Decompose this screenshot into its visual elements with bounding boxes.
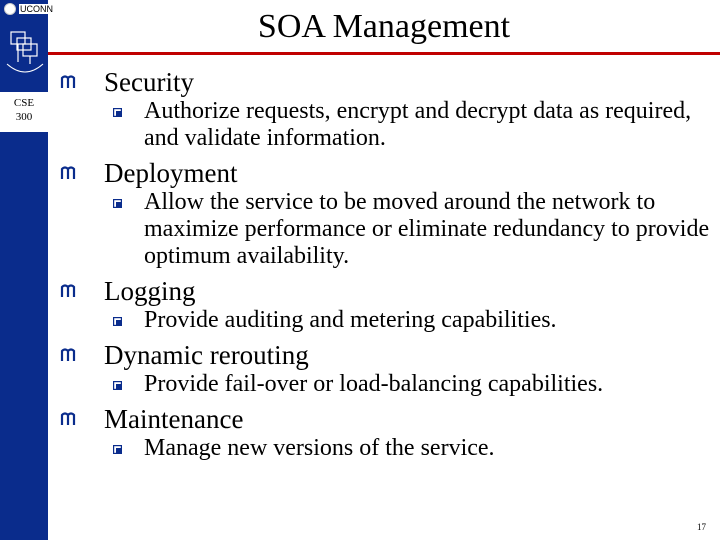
- item-detail: Provide auditing and metering capabilities.: [144, 307, 557, 333]
- list-item: [56, 275, 712, 307]
- bullet-m-icon: [60, 412, 76, 426]
- item-detail: Manage new versions of the service.: [144, 435, 495, 461]
- page-number: 17: [697, 522, 706, 532]
- list-item-security: [56, 66, 712, 152]
- page-title: SOA Management: [257, 8, 511, 45]
- bullet-m-icon: [60, 348, 76, 362]
- list-subitem: [56, 189, 712, 270]
- course-name: CSE: [13, 97, 35, 109]
- sidebar-band: [0, 0, 48, 540]
- item-detail: Authorize requests, encrypt and decrypt data as required, and validate information.: [144, 98, 692, 151]
- list-item: [56, 157, 712, 189]
- bullet-m-icon: [60, 284, 76, 298]
- bullet-square-icon: [113, 445, 122, 454]
- bullet-square-icon: [113, 381, 122, 390]
- item-label: Logging: [104, 276, 196, 306]
- course-number: 300: [15, 111, 33, 123]
- title-divider: [48, 52, 720, 55]
- bullet-square-icon: [113, 317, 122, 326]
- list-item-maintenance: [56, 403, 712, 462]
- item-label: Maintenance: [104, 404, 244, 434]
- item-detail: Provide fail-over or load-balancing capabilities.: [144, 371, 604, 397]
- uconn-seal-icon: [4, 3, 16, 15]
- item-label: Security: [104, 67, 194, 97]
- bullet-square-icon: [113, 108, 122, 117]
- list-subitem: [56, 98, 712, 152]
- list-subitem: [56, 371, 712, 398]
- list-item: [56, 66, 712, 98]
- bullet-m-icon: [60, 75, 76, 89]
- course-code: [0, 96, 48, 124]
- list-item-dynamic-rerouting: [56, 339, 712, 398]
- list-item-logging: [56, 275, 712, 334]
- list-subitem: [56, 435, 712, 462]
- bullet-m-icon: [60, 166, 76, 180]
- uconn-header: [4, 2, 54, 16]
- item-detail: Allow the service to be moved around the network to maximize performance or eliminate redundancy to provide optimum availability.: [144, 189, 710, 269]
- item-label: Deployment: [104, 158, 238, 188]
- bullet-list: [56, 66, 712, 467]
- department-logo-icon: [3, 18, 47, 80]
- item-label: Dynamic rerouting: [104, 340, 309, 370]
- list-subitem: [56, 307, 712, 334]
- list-item: [56, 339, 712, 371]
- institution-name: UCONN: [20, 4, 53, 14]
- bullet-square-icon: [113, 199, 122, 208]
- list-item: [56, 403, 712, 435]
- list-item-deployment: [56, 157, 712, 270]
